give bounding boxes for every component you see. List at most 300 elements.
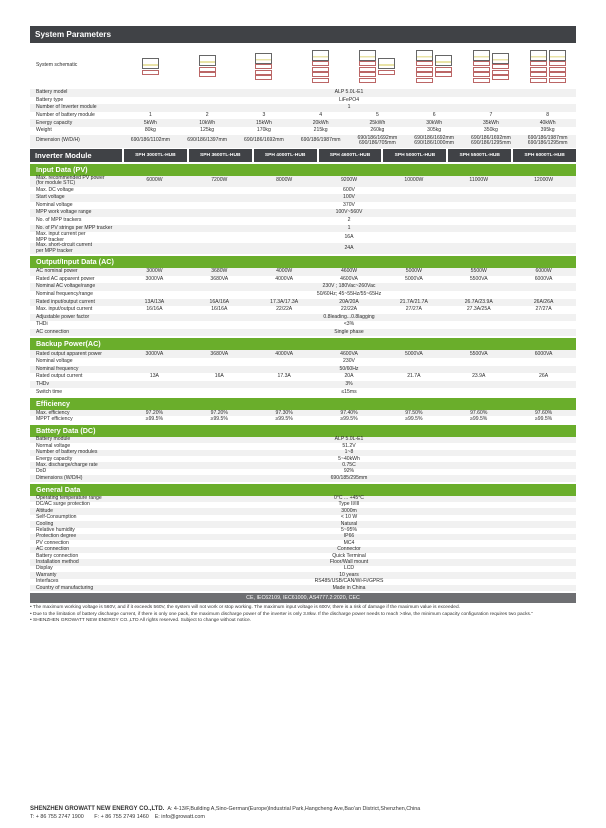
- spec-label: Max. input/output current: [36, 306, 93, 313]
- battery-module-icon: [378, 70, 395, 75]
- ess-stack-icon: [435, 55, 452, 78]
- spec-value: 13A/13A: [144, 298, 165, 305]
- section-header: Input Data (PV): [30, 164, 576, 176]
- spec-values: [122, 358, 576, 366]
- battery-module-icon: [416, 61, 433, 66]
- spec-row: [30, 291, 576, 299]
- spec-value: 10000W: [404, 177, 424, 184]
- spec-row: [30, 112, 576, 120]
- spec-label: Nominal voltage: [36, 358, 73, 365]
- battery-module-icon: [359, 67, 376, 72]
- spec-label: Max. efficiency: [36, 409, 70, 416]
- spec-value: 0.75C: [342, 461, 356, 468]
- spec-value: 16A: [344, 233, 354, 240]
- spec-value: 5000W: [405, 268, 422, 275]
- inverter-model-label: SPH 5000TL-HUB: [383, 149, 446, 162]
- spec-label: Nominal voltage: [36, 201, 73, 208]
- fax: F: + 86 755 2749 1460: [94, 813, 149, 820]
- spec-value: 5kWh: [143, 119, 157, 126]
- schematic-cells: [122, 43, 576, 89]
- spec-value: 1: [347, 104, 351, 111]
- battery-module-icon: [255, 75, 272, 80]
- spec-value: 27/27A: [535, 306, 552, 313]
- spec-label: Adjustable power factor: [36, 313, 90, 320]
- spec-label: Number of battery module: [36, 111, 95, 118]
- spec-row: [30, 299, 576, 307]
- spec-value: 97.30%: [275, 409, 293, 416]
- spec-values: [122, 243, 576, 254]
- spec-value: 22/22A: [276, 306, 293, 313]
- battery-module-icon: [359, 72, 376, 77]
- spec-value: 27/27A: [405, 306, 422, 313]
- spec-value: 100V~560V: [335, 209, 363, 216]
- spec-values: [122, 97, 576, 105]
- spec-values: [122, 112, 576, 120]
- spec-values: [122, 585, 576, 591]
- spec-value: 17.3A/17.3A: [270, 298, 299, 305]
- spec-row: [30, 119, 576, 127]
- inverter-unit-icon: [312, 50, 329, 61]
- spec-value: 3680VA: [210, 350, 229, 357]
- spec-row: [30, 276, 576, 284]
- spec-row: [30, 243, 576, 254]
- spec-row: [30, 366, 576, 374]
- spec-value: 16/16A: [146, 306, 163, 313]
- spec-values: [122, 291, 576, 299]
- inverter-unit-icon: [378, 58, 395, 69]
- spec-value: 1: [347, 224, 351, 231]
- spec-label: Protection degree: [36, 533, 77, 540]
- schematic-cell: [122, 43, 179, 89]
- battery-module-icon: [312, 67, 329, 72]
- spec-value: <3%: [343, 321, 355, 328]
- spec-value: 40kWh: [539, 119, 556, 126]
- spec-values: [122, 217, 576, 225]
- spec-label: AC nominal power: [36, 268, 78, 275]
- spec-value: 16A: [214, 373, 224, 380]
- battery-module-icon: [549, 72, 566, 77]
- spec-value: 97.50%: [405, 409, 423, 416]
- spec-value: ≥99.5%: [534, 415, 553, 422]
- inverter-model-label: SPH 4000TL-HUB: [254, 149, 317, 162]
- spec-value: Connector: [337, 546, 361, 553]
- spec-label: Switch time: [36, 388, 63, 395]
- spec-values: [122, 232, 576, 243]
- spec-label: AC connection: [36, 546, 70, 553]
- spec-value: 5~95%: [340, 527, 357, 534]
- spec-label: Country of manufacturing: [36, 584, 94, 591]
- battery-module-icon: [530, 78, 547, 83]
- spec-value: 690/186/1397mm: [187, 137, 227, 144]
- spec-value: 25kWh: [369, 119, 386, 126]
- spec-value: 6000W: [146, 177, 163, 184]
- battery-module-icon: [359, 61, 376, 66]
- spec-label: THDi: [36, 321, 48, 328]
- spec-value: 97.20%: [145, 409, 164, 416]
- inverter-unit-icon: [416, 50, 433, 61]
- spec-row: [30, 283, 576, 291]
- spec-values: [122, 299, 576, 307]
- spec-value: ALP 5.0L-E1: [334, 436, 364, 443]
- spec-value: 1~8: [344, 449, 354, 456]
- spec-value: 23.9A: [472, 373, 486, 380]
- schematic-cell: [349, 43, 406, 89]
- spec-value: 8000W: [276, 177, 293, 184]
- schematic-label: System schematic: [36, 62, 78, 69]
- battery-module-icon: [142, 70, 159, 75]
- spec-value: 230V ; 180Vac~260Vac: [322, 283, 376, 290]
- spec-label: Rated input/output current: [36, 298, 95, 305]
- spec-label: Weight: [36, 127, 52, 134]
- spec-label: Number of Inverter module: [36, 104, 97, 111]
- battery-module-icon: [199, 67, 216, 72]
- spec-value: 3000VA: [145, 275, 164, 282]
- spec-value: 5: [375, 111, 379, 118]
- spec-value: 4000VA: [275, 275, 294, 282]
- spec-value: ≥99.5%: [340, 415, 358, 422]
- spec-value: 35kWh: [482, 119, 499, 126]
- battery-module-icon: [549, 78, 566, 83]
- footnote: • The maximum working voltage is 560V, and if it exceeds 560V, the system will not work or stop working. The maximum input voltage is 600V, there is a risk of damage if the maximum value is exceeded.: [30, 605, 460, 611]
- inverter-unit-icon: [473, 50, 490, 61]
- battery-module-icon: [473, 67, 490, 72]
- schematic-cell: [179, 43, 236, 89]
- spec-value: 16A/16A: [209, 298, 230, 305]
- spec-value: 12000W: [534, 177, 554, 184]
- spec-value: 17.3A: [277, 373, 291, 380]
- spec-row: [30, 202, 576, 210]
- spec-label: Nominal frequency/range: [36, 291, 93, 298]
- spec-value: 6: [432, 111, 436, 118]
- spec-value: 3000m: [341, 507, 357, 514]
- battery-module-icon: [492, 70, 509, 75]
- spec-values: [122, 135, 576, 148]
- system-rows: [30, 89, 576, 148]
- spec-label: Nominal frequency: [36, 365, 79, 372]
- spec-value: ≥99.5%: [145, 415, 164, 422]
- battery-module-icon: [435, 67, 452, 72]
- spec-value: 5500VA: [469, 350, 488, 357]
- inverter-model-label: SPH 6000TL-HUB: [513, 149, 576, 162]
- spec-value: ≥99.5%: [210, 415, 228, 422]
- spec-row: [30, 388, 576, 396]
- inverter-model-list: [122, 149, 576, 162]
- spec-label: Interfaces: [36, 578, 59, 585]
- spec-values: [122, 475, 576, 481]
- battery-module-icon: [492, 64, 509, 69]
- company-name: SHENZHEN GROWATT NEW ENERGY CO.,LTD.: [30, 806, 165, 812]
- battery-module-icon: [473, 61, 490, 66]
- spec-values: [122, 209, 576, 217]
- spec-value: 5000VA: [404, 350, 423, 357]
- spec-label: DoD: [36, 468, 47, 475]
- battery-module-icon: [312, 61, 329, 66]
- spec-value: 100V: [343, 194, 355, 201]
- spec-values: [122, 176, 576, 187]
- ess-stack-icon: [312, 49, 329, 83]
- battery-module-icon: [492, 75, 509, 80]
- battery-module-icon: [255, 70, 272, 75]
- spec-values: [122, 350, 576, 358]
- spec-value: MC4: [343, 539, 355, 546]
- battery-module-icon: [416, 72, 433, 77]
- spec-value: 13A: [149, 373, 159, 380]
- spec-row: [30, 225, 576, 233]
- battery-module-icon: [530, 61, 547, 66]
- spec-label: Battery module: [36, 436, 71, 443]
- spec-row: [30, 268, 576, 276]
- schematic-row: [30, 43, 576, 89]
- battery-module-icon: [416, 67, 433, 72]
- section-header: General Data: [30, 484, 576, 496]
- spec-value: 10kWh: [199, 119, 216, 126]
- spec-label: Dimension (W/D/H): [36, 137, 80, 144]
- spec-value: 97.20%: [210, 409, 228, 416]
- spec-values: [122, 89, 576, 97]
- spec-value: 50/60Hz; 45~55Hz/55~65Hz: [316, 291, 382, 298]
- spec-row: [30, 209, 576, 217]
- certifications-bar: CE, IEC62109, IEC61000, AS4777.2:2020, CEC: [30, 593, 576, 603]
- spec-value: 4600VA: [340, 350, 358, 357]
- spec-value: 260kg: [370, 127, 385, 134]
- spec-value: 3680W: [211, 268, 228, 275]
- email-link[interactable]: E: info@growatt.com: [154, 813, 205, 820]
- spec-value: 600V: [343, 186, 355, 193]
- spec-row: [30, 416, 576, 422]
- ess-stack-icon: [416, 49, 433, 83]
- spec-value: 9200W: [340, 177, 358, 184]
- footnotes: [30, 605, 576, 624]
- spec-label: Max. input current per MPP tracker: [36, 231, 86, 243]
- spec-value: Made in China: [332, 584, 366, 591]
- battery-module-icon: [312, 72, 329, 77]
- spec-value: 26A/26A: [533, 298, 554, 305]
- spec-value: 395kg: [540, 127, 555, 134]
- spec-value: 370V: [343, 201, 355, 208]
- ess-stack-icon: [473, 49, 490, 83]
- inverter-unit-icon: [142, 58, 159, 69]
- battery-module-icon: [255, 64, 272, 69]
- spec-label: Altitude: [36, 507, 53, 514]
- spec-label: Energy capacity: [36, 455, 73, 462]
- spec-values: [122, 373, 576, 381]
- spec-value: 21.7A: [407, 373, 421, 380]
- spec-value: RS485/USB/CAN/Wi-Fi/GPRS: [314, 578, 384, 585]
- ess-stack-icon: [255, 52, 272, 80]
- spec-label: Self-Consumption: [36, 514, 77, 521]
- battery-module-icon: [530, 67, 547, 72]
- spec-label: Max. discharge/charge rate: [36, 461, 98, 468]
- spec-value: 305kg: [427, 127, 442, 134]
- spec-value: LCD: [343, 565, 355, 572]
- spec-value: 20A/20A: [339, 298, 359, 305]
- spec-value: 4600VA: [340, 275, 358, 282]
- battery-module-icon: [473, 72, 490, 77]
- spec-row: [30, 358, 576, 366]
- spec-row: [30, 217, 576, 225]
- schematic-cell: [236, 43, 293, 89]
- spec-value: 3000VA: [145, 350, 164, 357]
- spec-row: [30, 373, 576, 381]
- spec-label: DC/AC surge protection: [36, 501, 90, 508]
- spec-row: [30, 176, 576, 187]
- spec-value: 21.7A/21.7A: [399, 298, 428, 305]
- spec-value: 215kg: [313, 127, 328, 134]
- ess-stack-icon: [530, 49, 547, 83]
- spec-values: [122, 104, 576, 112]
- spec-label: Rated output apparent power: [36, 350, 102, 357]
- spec-label: Warranty: [36, 571, 57, 578]
- system-parameters-header: System Parameters: [30, 26, 576, 43]
- spec-value: ALP 5.0L-E1: [334, 89, 364, 96]
- spec-label: Relative humidity: [36, 527, 75, 534]
- ess-stack-icon: [199, 55, 216, 78]
- spec-value: 92%: [343, 468, 355, 475]
- inverter-unit-icon: [359, 50, 376, 61]
- spec-value: 125kg: [200, 127, 215, 134]
- spec-value: 3: [262, 111, 266, 118]
- inverter-module-title: Inverter Module: [30, 149, 122, 162]
- spec-label: Display: [36, 565, 53, 572]
- spec-value: 2: [205, 111, 209, 118]
- spec-value: LiFePO4: [338, 96, 360, 103]
- spec-values: [122, 283, 576, 291]
- ess-stack-icon: [492, 52, 509, 80]
- company-address: A: 4-13/F,Building A,Sino-German(Europe)Industrial Park,Hangcheng Ave,Bao'an District,Shenzhen,China: [167, 806, 421, 812]
- spec-value: 690/186/1692mm 690/186/1295mm: [471, 134, 511, 147]
- section-header: Backup Power(AC): [30, 338, 576, 350]
- spec-value: 5500VA: [469, 275, 488, 282]
- spec-values: [122, 225, 576, 233]
- inverter-unit-icon: [435, 55, 452, 66]
- spec-value: 20kWh: [312, 119, 329, 126]
- inverter-unit-icon: [492, 53, 509, 64]
- spec-row: [30, 585, 576, 591]
- spec-value: 51.2V: [342, 442, 356, 449]
- spec-values: [122, 381, 576, 389]
- spec-row: [30, 187, 576, 195]
- spec-value: 690/186/1987mm: [300, 137, 341, 144]
- spec-values: [122, 194, 576, 202]
- spec-label: No. of PV strings per MPP tracker: [36, 224, 113, 231]
- spec-label: Rated output current: [36, 373, 83, 380]
- spec-row: [30, 321, 576, 329]
- spec-row: [30, 232, 576, 243]
- spec-value: 50/60Hz: [339, 365, 359, 372]
- spec-row: [30, 329, 576, 337]
- spec-label: PV connection: [36, 539, 69, 546]
- spec-value: 0°C ... +45°C: [334, 495, 364, 502]
- spec-value: 5000VA: [404, 275, 423, 282]
- spec-value: ≤15ms: [341, 388, 357, 395]
- inverter-module-header: [30, 149, 576, 162]
- spec-label: Number of battery modules: [36, 449, 98, 456]
- spec-value: Type II/III: [338, 501, 360, 508]
- spec-row: [30, 475, 576, 481]
- spec-label: MPP work voltage range: [36, 209, 92, 216]
- spec-label: No. of MPP trackers: [36, 217, 82, 224]
- spec-value: 6000VA: [534, 275, 553, 282]
- spec-row: [30, 104, 576, 112]
- inverter-unit-icon: [255, 53, 272, 64]
- spec-value: 97.60%: [470, 409, 488, 416]
- spec-label: Start voltage: [36, 194, 65, 201]
- spec-value: 26A: [539, 373, 549, 380]
- section-header: Output/Input Data (AC): [30, 256, 576, 268]
- spec-value: ≥99.5%: [275, 415, 293, 422]
- spec-values: [122, 366, 576, 374]
- spec-value: IP66: [343, 533, 355, 540]
- spec-value: 6000VA: [534, 350, 553, 357]
- spec-label: Max. DC voltage: [36, 186, 74, 193]
- schematic-cell: [292, 43, 349, 89]
- spec-value: 170kg: [256, 127, 271, 134]
- spec-label: THDv: [36, 380, 50, 387]
- schematic-cell: [519, 43, 576, 89]
- spec-value: 7: [489, 111, 493, 118]
- spec-row: [30, 306, 576, 314]
- spec-value: 10 years: [339, 571, 359, 578]
- spec-label: AC connection: [36, 329, 70, 335]
- spec-label: Cooling: [36, 520, 54, 527]
- spec-values: [122, 416, 576, 422]
- spec-values: [122, 306, 576, 314]
- spec-row: [30, 135, 576, 148]
- schematic-cell: [463, 43, 520, 89]
- spec-value: 8: [546, 111, 550, 118]
- spec-values: [122, 119, 576, 127]
- spec-row: [30, 381, 576, 389]
- spec-value: Floor/Wall mount: [329, 558, 369, 565]
- spec-value: 3%: [345, 380, 353, 387]
- spec-row: [30, 127, 576, 135]
- battery-module-icon: [416, 78, 433, 83]
- battery-module-icon: [530, 72, 547, 77]
- datasheet: [30, 26, 576, 625]
- battery-module-icon: [199, 72, 216, 77]
- spec-value: 7200W: [211, 177, 228, 184]
- spec-value: 3000W: [146, 268, 163, 275]
- ess-stack-icon: [359, 49, 376, 83]
- spec-value: 3680VA: [210, 275, 229, 282]
- spec-label: Operating temperature range: [36, 495, 102, 502]
- spec-label: Dimensions (W/D/H): [36, 474, 83, 481]
- spec-value: Single phase: [334, 329, 364, 335]
- spec-label: Rated AC apparent power: [36, 275, 95, 282]
- spec-label: MPPT efficiency: [36, 415, 73, 422]
- phone: T: + 86 755 2747 1900: [30, 813, 84, 820]
- inverter-unit-icon: [199, 55, 216, 66]
- spec-value: 4: [319, 111, 323, 118]
- schematic-cell: [406, 43, 463, 89]
- ess-stack-icon: [549, 49, 566, 83]
- spec-value: 4600W: [340, 268, 358, 275]
- spec-row: [30, 314, 576, 322]
- spec-value: 22/22A: [340, 306, 358, 313]
- spec-value: 27.3A/25A: [466, 306, 491, 313]
- spec-value: Quick Terminal: [332, 552, 366, 559]
- spec-value: 16/16A: [211, 306, 228, 313]
- spec-label: Battery model: [36, 89, 68, 96]
- spec-label: Battery type: [36, 96, 64, 103]
- inverter-model-label: SPH 3000TL-HUB: [124, 149, 187, 162]
- spec-value: 24A: [344, 244, 354, 251]
- battery-module-icon: [549, 61, 566, 66]
- spec-value: 690/186/1692mm: [244, 137, 284, 144]
- battery-module-icon: [435, 72, 452, 77]
- spec-value: 1: [148, 111, 152, 118]
- spec-values: [122, 268, 576, 276]
